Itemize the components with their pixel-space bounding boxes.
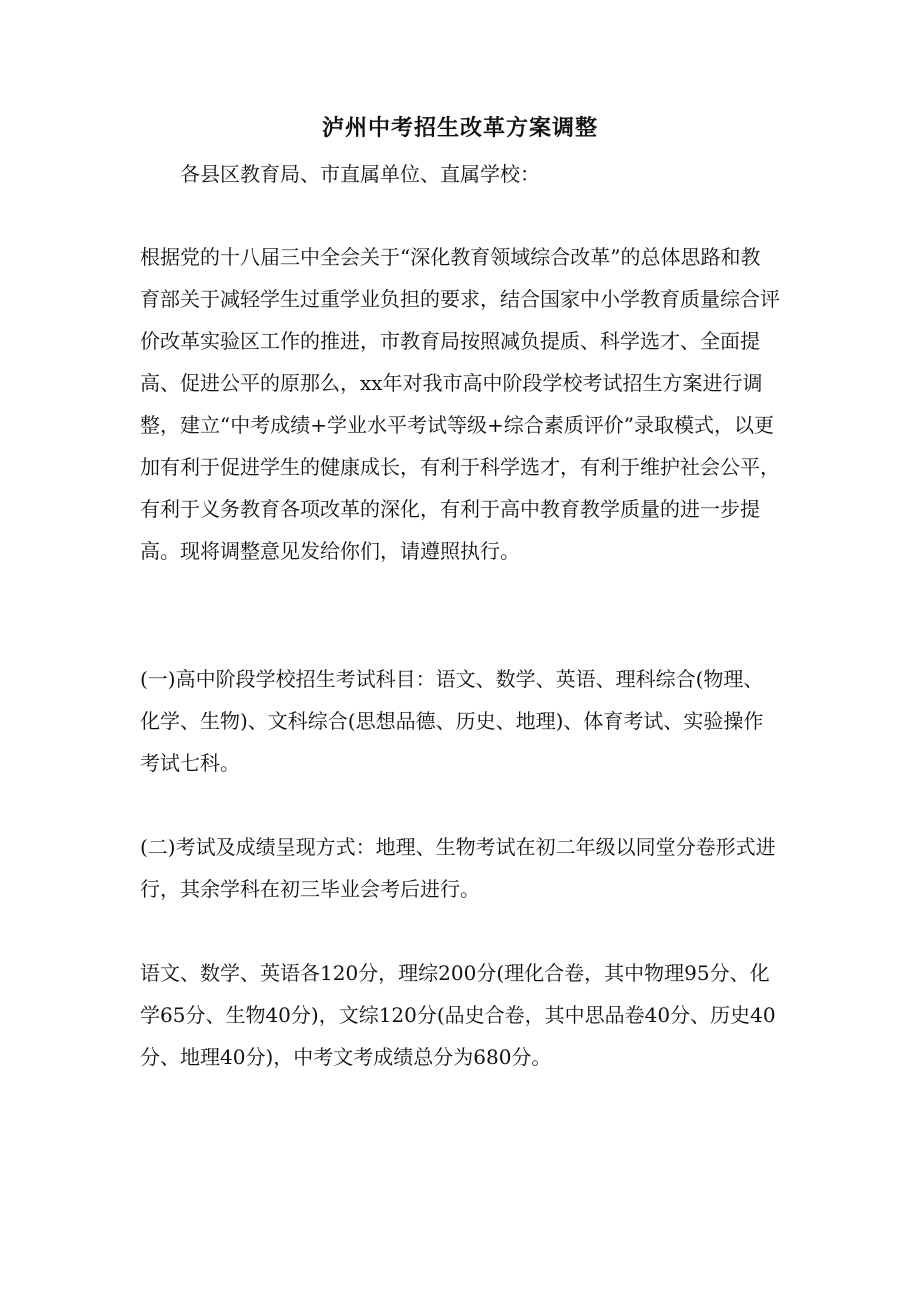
paragraph-exam-format: (二)考试及成绩呈现方式：地理、生物考试在初二年级以同堂分卷形式进行，其余学科在初三毕业会考后进行。 [140, 835, 776, 901]
paragraph-exam-subjects: (一)高中阶段学校招生考试科目：语文、数学、英语、理科综合(物理、化学、生物)、文科综合(思想品德、历史、地理)、体育考试、实验操作考试七科。 [140, 667, 764, 775]
paragraph-score-allocation: 语文、数学、英语各120分，理综200分(理化合卷，其中物理95分、化学65分、生物40分)，文综120分(品史合卷，其中思品卷40分、历史40分、地理40分)，中考文考成绩总分为680分。 [140, 961, 776, 1069]
salutation: 各县区教育局、市直属单位、直属学校： [180, 162, 540, 186]
document-title: 泸州中考招生改革方案调整 [321, 115, 598, 141]
paragraph-background: 根据党的十八届三中全会关于“深化教育领域综合改革”的总体思路和教育部关于减轻学生过重学业负担的要求，结合国家中小学教育质量综合评价改革实验区工作的推进，市教育局按照减负提质、科学选才、全面提高、促进公平的原那么，xx年对我市高中阶段学校考试招生方案进行调整，建立“中考成绩+学业水平考试等级+综合素质评价”录取模式，以更加有利于促进学生的健康成长，有利于科学选才，有利于维护社会公平，有利于义务教育各项改革的深化，有利于高中教育教学质量的进一步提高。现将调整意见发给你们，请遵照执行。 [140, 245, 780, 563]
